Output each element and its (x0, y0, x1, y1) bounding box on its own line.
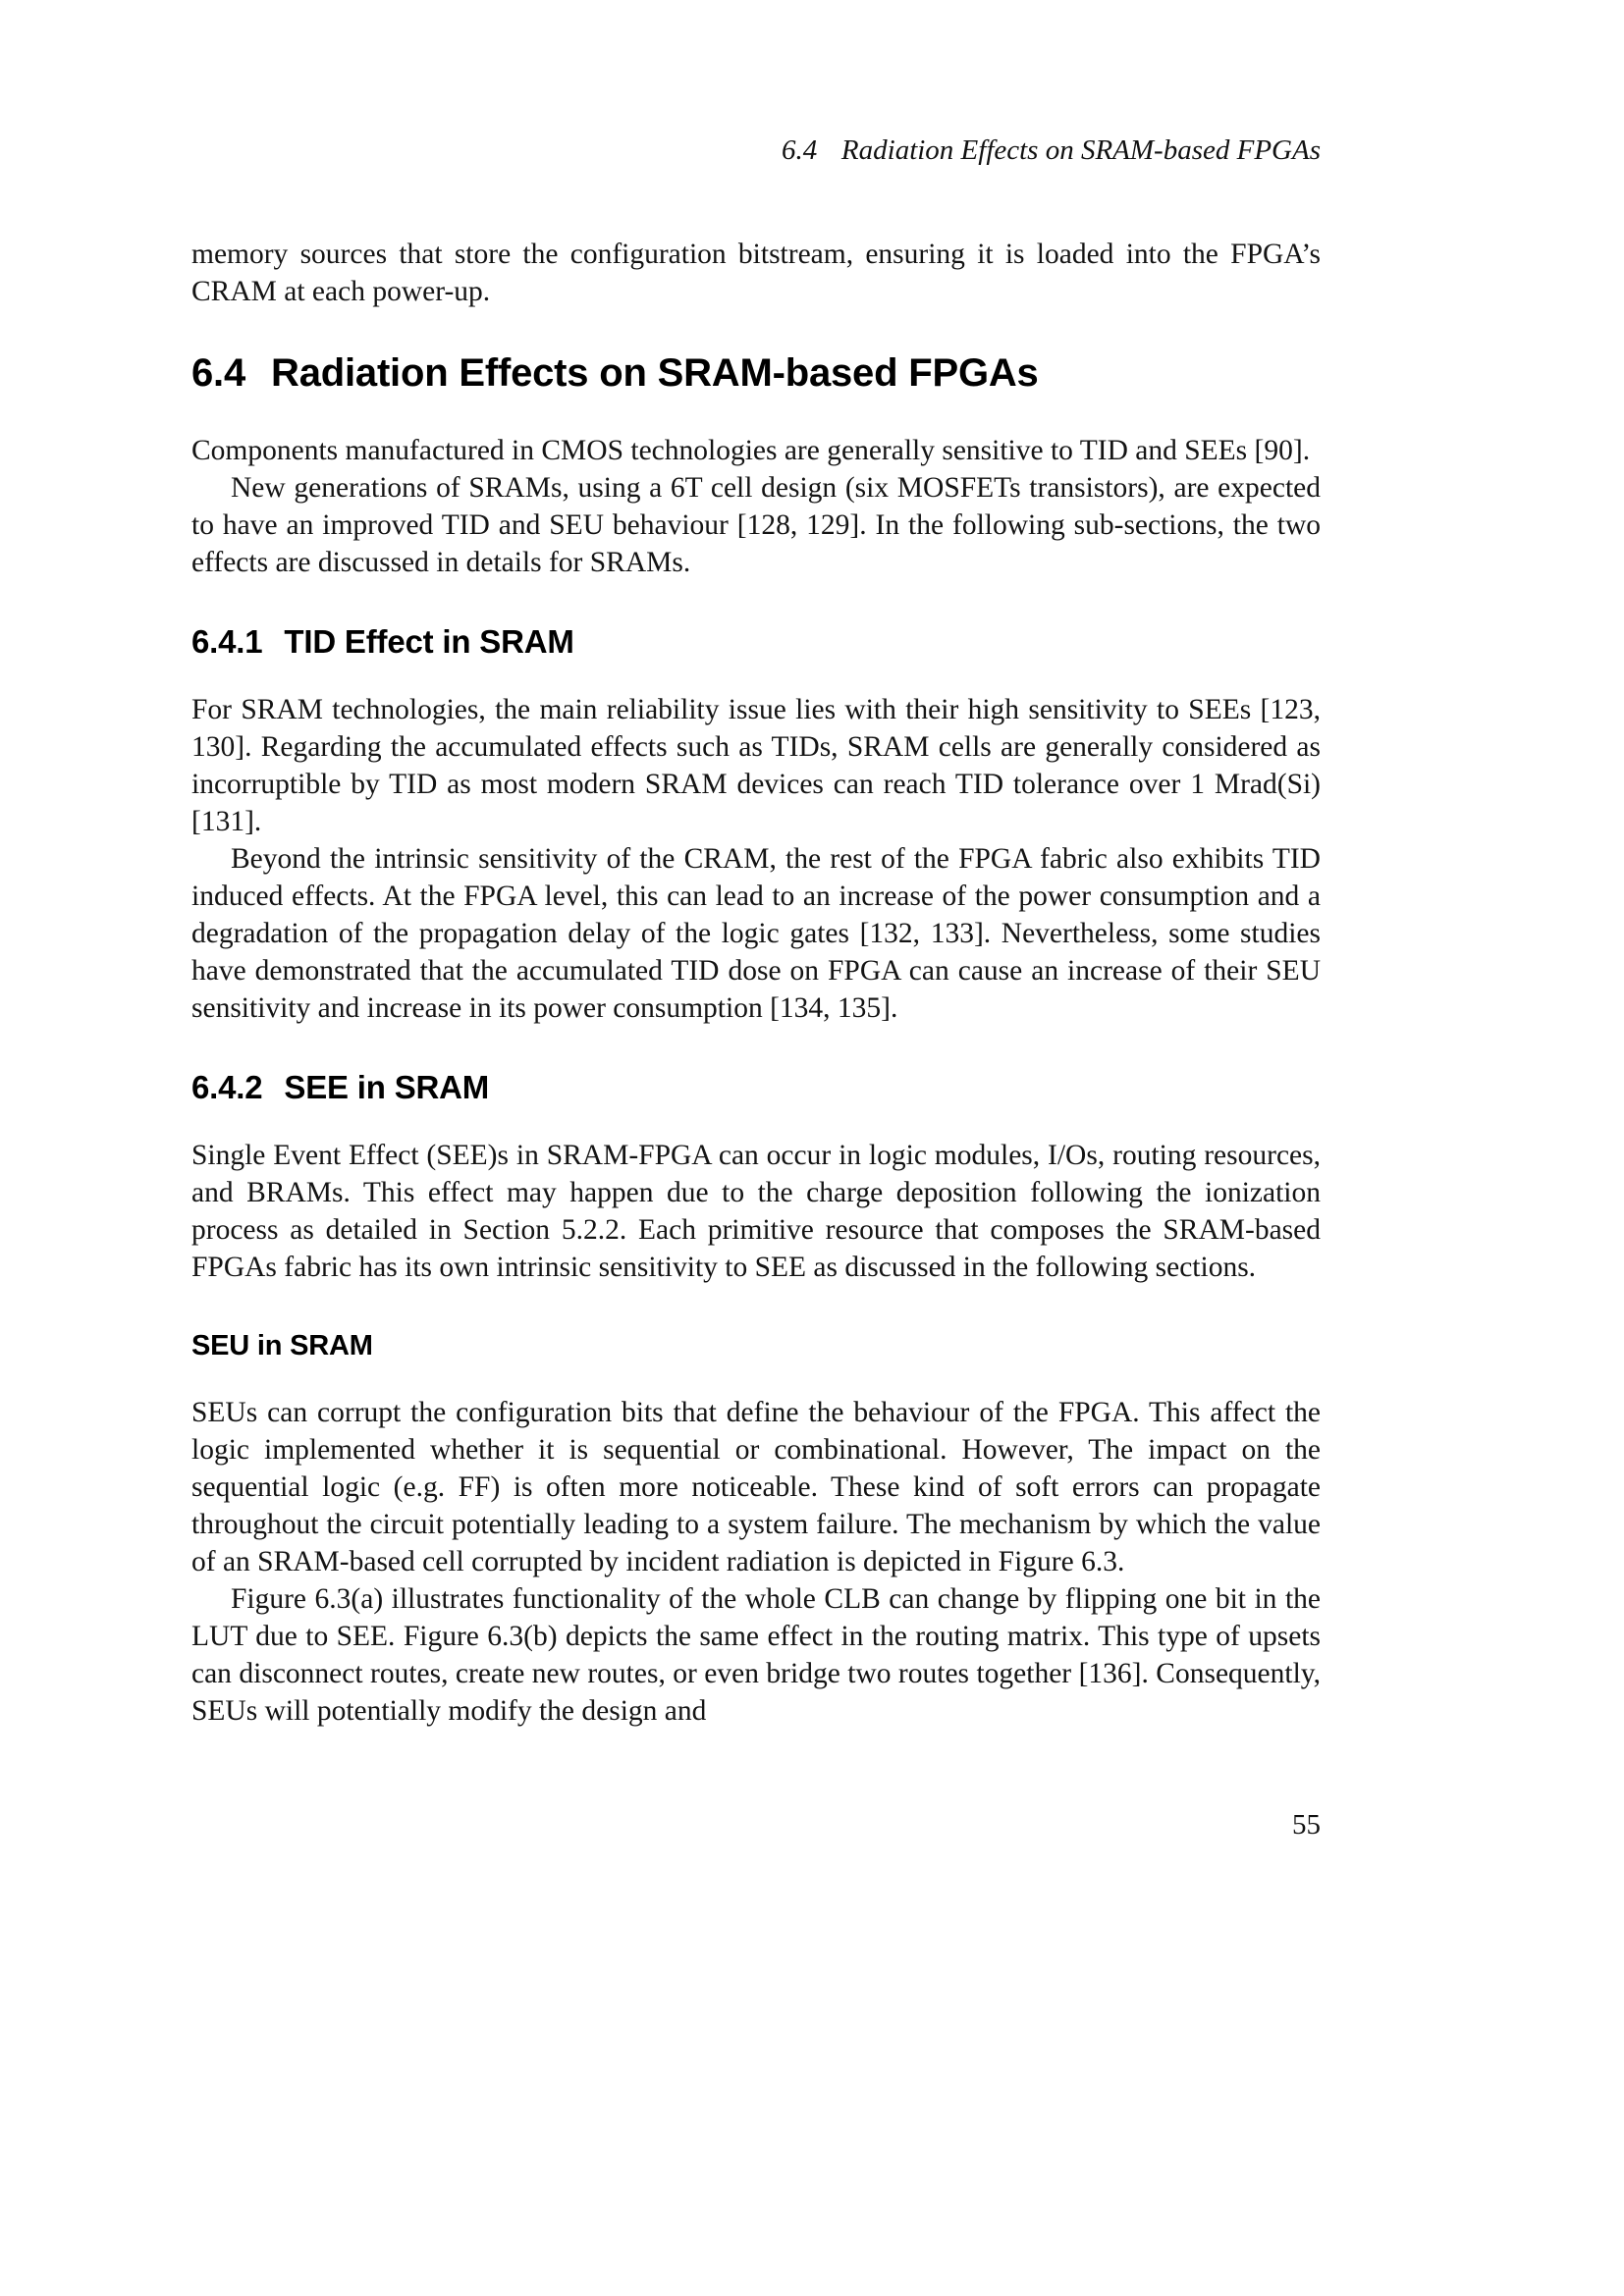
section-title: Radiation Effects on SRAM-based FPGAs (271, 351, 1039, 395)
page-number: 55 (1292, 1809, 1321, 1841)
subsection-title: TID Effect in SRAM (284, 623, 574, 660)
subsection-heading-6-4-1 (191, 622, 1321, 662)
paragraph-section-2: New generations of SRAMs, using a 6T cell design (six MOSFETs transistors), are expected to have an improved TID and SEU behaviour [128, 129]. In the following sub-sections, the two effects are discussed in details for SRAMs. (191, 472, 1321, 578)
running-header (191, 133, 1321, 167)
paragraph-seu-1: SEUs can corrupt the configuration bits that define the behaviour of the FPGA. This affect the logic implemented whether it is sequential or combinational. However, The impact on the sequential logic (e.g. FF) is often more noticeable. These kind of soft errors can propagate throughout the circuit potentially leading to a system failure. The mechanism by which the value of an SRAM-based cell corrupted by incident radiation is depicted in Figure 6.3. (191, 1397, 1321, 1577)
subsection-title: SEE in SRAM (284, 1069, 490, 1105)
paragraph-see-1: Single Event Effect (SEE)s in SRAM-FPGA can occur in logic modules, I/Os, routing resources, and BRAMs. This effect may happen due to the charge deposition following the ionization process as detailed in Section 5.2.2. Each primitive resource that composes the SRAM-based FPGAs fabric has its own intrinsic sensitivity to SEE as discussed in the following sections. (191, 1140, 1321, 1283)
paragraph-continuation: memory sources that store the configuration bitstream, ensuring it is loaded into the FPGA’s CRAM at each power-up. (191, 239, 1321, 307)
text-column (191, 0, 1321, 1842)
paragraph-seu-2: Figure 6.3(a) illustrates functionality of the whole CLB can change by flipping one bit in the LUT due to SEE. Figure 6.3(b) depicts the same effect in the routing matrix. This type of upsets can disconnect routes, create new routes, or even bridge two routes together [136]. Consequently, SEUs will potentially modify the design and (191, 1583, 1321, 1727)
subsection-number: 6.4.1 (191, 623, 263, 660)
paragraph-tid-1: For SRAM technologies, the main reliability issue lies with their high sensitivity to SEEs [123, 130]. Regarding the accumulated effects such as TIDs, SRAM cells are generally considered as incorruptible by TID as most modern SRAM devices can reach TID tolerance over 1 Mrad(Si) [131]. (191, 694, 1321, 837)
running-header-title: Radiation Effects on SRAM-based FPGAs (840, 134, 1321, 166)
paragraph-section-1: Components manufactured in CMOS technologies are generally sensitive to TID and SEEs [90]. (191, 435, 1311, 466)
subsection-heading-6-4-2 (191, 1068, 1321, 1107)
paragraph-heading-seu-in-sram: SEU in SRAM (191, 1330, 373, 1362)
subsection-number: 6.4.2 (191, 1069, 263, 1105)
paragraph-tid-2: Beyond the intrinsic sensitivity of the CRAM, the rest of the FPGA fabric also exhibits TID induced effects. At the FPGA level, this can lead to an increase of the power consumption and a degradation of the propagation delay of the logic gates [132, 133]. Nevertheless, some studies have demonstrated that the accumulated TID dose on FPGA can cause an increase of their SEU sensitivity and increase in its power consumption [134, 135]. (191, 843, 1321, 1024)
running-header-section-number: 6.4 (782, 134, 818, 166)
section-heading-6-4 (191, 349, 1321, 397)
section-number: 6.4 (191, 351, 246, 395)
